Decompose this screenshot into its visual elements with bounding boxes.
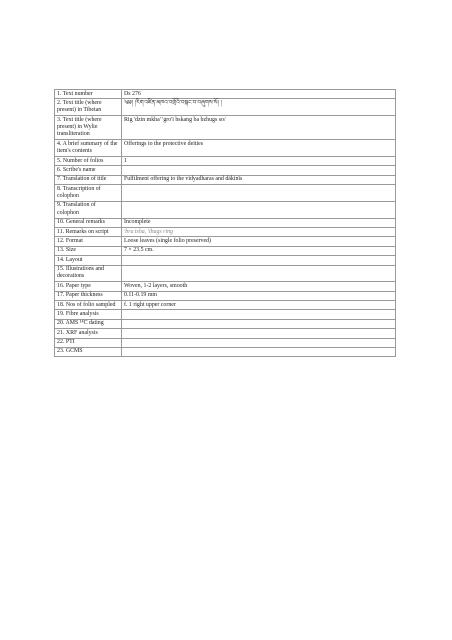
field-label: 4. A brief summary of the item's contents xyxy=(55,140,122,157)
field-label: 23. GCMS xyxy=(55,347,122,356)
table-row xyxy=(55,157,396,166)
table-row xyxy=(55,319,396,328)
table-row xyxy=(55,140,396,157)
field-value: 7 × 23.5 cm. xyxy=(122,246,396,255)
field-value: ༄༅། །རིག་འཛིན་མཁའ་འགྲོའི་བསྐང་བ་བཞུགས་སོ། ། xyxy=(122,99,396,116)
field-value: Incomplete xyxy=(122,218,396,227)
field-label: 13. Size xyxy=(55,246,122,255)
field-label: 12. Format xyxy=(55,237,122,246)
table-row xyxy=(55,237,396,246)
table-row xyxy=(55,310,396,319)
field-value: Rig 'dzin mkha' 'gro'i bskang ba bzhugs so/ xyxy=(122,116,396,140)
field-label: 5. Number of folios xyxy=(55,157,122,166)
table-row xyxy=(55,90,396,99)
table-row xyxy=(55,228,396,237)
field-label: 14. Layout xyxy=(55,256,122,265)
field-label: 16. Paper type xyxy=(55,282,122,291)
field-value xyxy=(122,265,396,282)
table-row xyxy=(55,116,396,140)
field-value xyxy=(122,338,396,347)
catalogue-table xyxy=(54,89,396,357)
field-value: Offerings to the protective deities xyxy=(122,140,396,157)
field-value: Loose leaves (single folio preserved) xyxy=(122,237,396,246)
field-value xyxy=(122,185,396,202)
field-label: 15. Illustrations and decorations xyxy=(55,265,122,282)
field-label: 11. Remarks on script xyxy=(55,228,122,237)
field-label: 6. Scribe's name xyxy=(55,166,122,175)
field-label: 10. General remarks xyxy=(55,218,122,227)
table-row xyxy=(55,338,396,347)
field-value: 0.11-0.19 mm xyxy=(122,291,396,300)
table-row xyxy=(55,347,396,356)
table-row xyxy=(55,201,396,218)
field-label: 19. Fibre analysis xyxy=(55,310,122,319)
table-row xyxy=(55,185,396,202)
field-label: 20. AMS ¹⁴C dating xyxy=(55,319,122,328)
field-value: Woven, 1-2 layers, smooth xyxy=(122,282,396,291)
field-label: 9. Translation of colophon xyxy=(55,201,122,218)
catalogue-table-body xyxy=(55,90,396,357)
field-label: 22. PTI xyxy=(55,338,122,347)
field-label: 18. Nos of folio sampled xyxy=(55,301,122,310)
table-row xyxy=(55,166,396,175)
table-row xyxy=(55,291,396,300)
field-label: 21. XRF analysis xyxy=(55,329,122,338)
field-value: Ds 276 xyxy=(122,90,396,99)
field-value: f. 1 right upper corner xyxy=(122,301,396,310)
field-label: 8. Transcription of colophon xyxy=(55,185,122,202)
table-row xyxy=(55,246,396,255)
field-value xyxy=(122,310,396,319)
table-row xyxy=(55,99,396,116)
field-value xyxy=(122,201,396,218)
field-label: 17. Paper thickness xyxy=(55,291,122,300)
field-value xyxy=(122,347,396,356)
field-value: 'bru tsha, 'thugs ring xyxy=(122,228,396,237)
field-label: 7. Translation of title xyxy=(55,175,122,184)
field-label: 3. Text title (where present) in Wylie transliteration xyxy=(55,116,122,140)
table-row xyxy=(55,175,396,184)
field-value: 1 xyxy=(122,157,396,166)
field-value xyxy=(122,319,396,328)
field-label: 1. Text number xyxy=(55,90,122,99)
table-row xyxy=(55,329,396,338)
table-row xyxy=(55,265,396,282)
table-row xyxy=(55,256,396,265)
table-row xyxy=(55,282,396,291)
field-value xyxy=(122,166,396,175)
field-value xyxy=(122,256,396,265)
table-row xyxy=(55,301,396,310)
table-row xyxy=(55,218,396,227)
field-value xyxy=(122,329,396,338)
field-value: Fulfilment offering to the vidyadharas and dākinīs xyxy=(122,175,396,184)
field-label: 2. Text title (where present) in Tibetan xyxy=(55,99,122,116)
